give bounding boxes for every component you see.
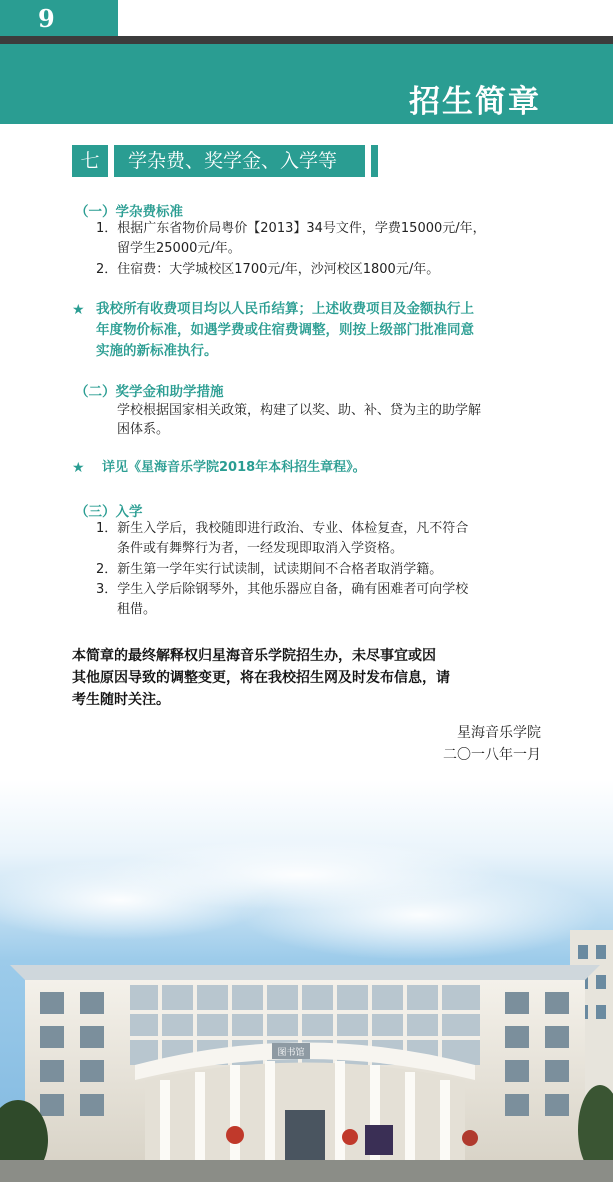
star-icon: ★	[72, 460, 85, 476]
scholarship-line-1: 学校根据国家相关政策，构建了以奖、助、补、贷为主的助学解	[117, 403, 482, 418]
charter-reference: 详见《星海音乐学院2018年本科招生章程》。	[102, 460, 366, 475]
tuition-item-1-line-2: 留学生25000元/年。	[117, 241, 241, 256]
admission-item-3-line-1: 3．学生入学后除钢琴外，其他乐器应自备，确有困难者可向学校	[96, 582, 469, 597]
section-number: 七	[72, 145, 108, 177]
admission-item-1-line-2: 条件或有舞弊行为者，一经发现即取消入学资格。	[117, 541, 404, 556]
building-sign: 图书馆	[277, 1048, 305, 1058]
signature-date: 二〇一八年一月	[443, 747, 541, 763]
section-title: 学杂费、奖学金、入学等	[114, 145, 365, 177]
admission-item-1-line-1: 1．新生入学后，我校随即进行政治、专业、体检复查，凡不符合	[96, 521, 469, 536]
campus-building-photo	[0, 780, 613, 1182]
page-number-tab	[0, 0, 118, 36]
admission-heading: （三）入学	[75, 504, 143, 520]
tuition-item-1-line-1: 1．根据广东省物价局粤价【2013】34号文件，学费15000元/年，	[96, 221, 486, 236]
admission-item-3-line-2: 租借。	[117, 602, 157, 617]
fee-note-line-3: 实施的新标准执行。	[96, 343, 218, 359]
final-notice-line-1: 本简章的最终解释权归星海音乐学院招生办，未尽事宜或因	[72, 648, 436, 664]
page-number: 9	[38, 4, 55, 33]
final-notice-line-2: 其他原因导致的调整变更，将在我校招生网及时发布信息，请	[72, 670, 450, 686]
signature-institution: 星海音乐学院	[457, 725, 541, 741]
brochure-title: 招生简章	[409, 84, 541, 120]
tuition-item-2: 2．住宿费：大学城校区1700元/年，沙河校区1800元/年。	[96, 262, 440, 277]
fee-note-line-2: 年度物价标准，如遇学费或住宿费调整，则按上级部门批准同意	[96, 322, 474, 338]
admission-item-2: 2．新生第一学年实行试读制，试读期间不合格者取消学籍。	[96, 562, 443, 577]
fee-note-line-1: 我校所有收费项目均以人民币结算；上述收费项目及金额执行上	[96, 301, 474, 317]
tuition-heading: （一）学杂费标准	[75, 204, 183, 220]
final-notice-line-3: 考生随时关注。	[72, 692, 170, 708]
scholarship-heading: （二）奖学金和助学措施	[75, 384, 224, 400]
star-icon: ★	[72, 302, 85, 318]
scholarship-line-2: 困体系。	[117, 422, 170, 437]
header-divider	[0, 36, 613, 44]
section-title-bar	[371, 145, 378, 177]
